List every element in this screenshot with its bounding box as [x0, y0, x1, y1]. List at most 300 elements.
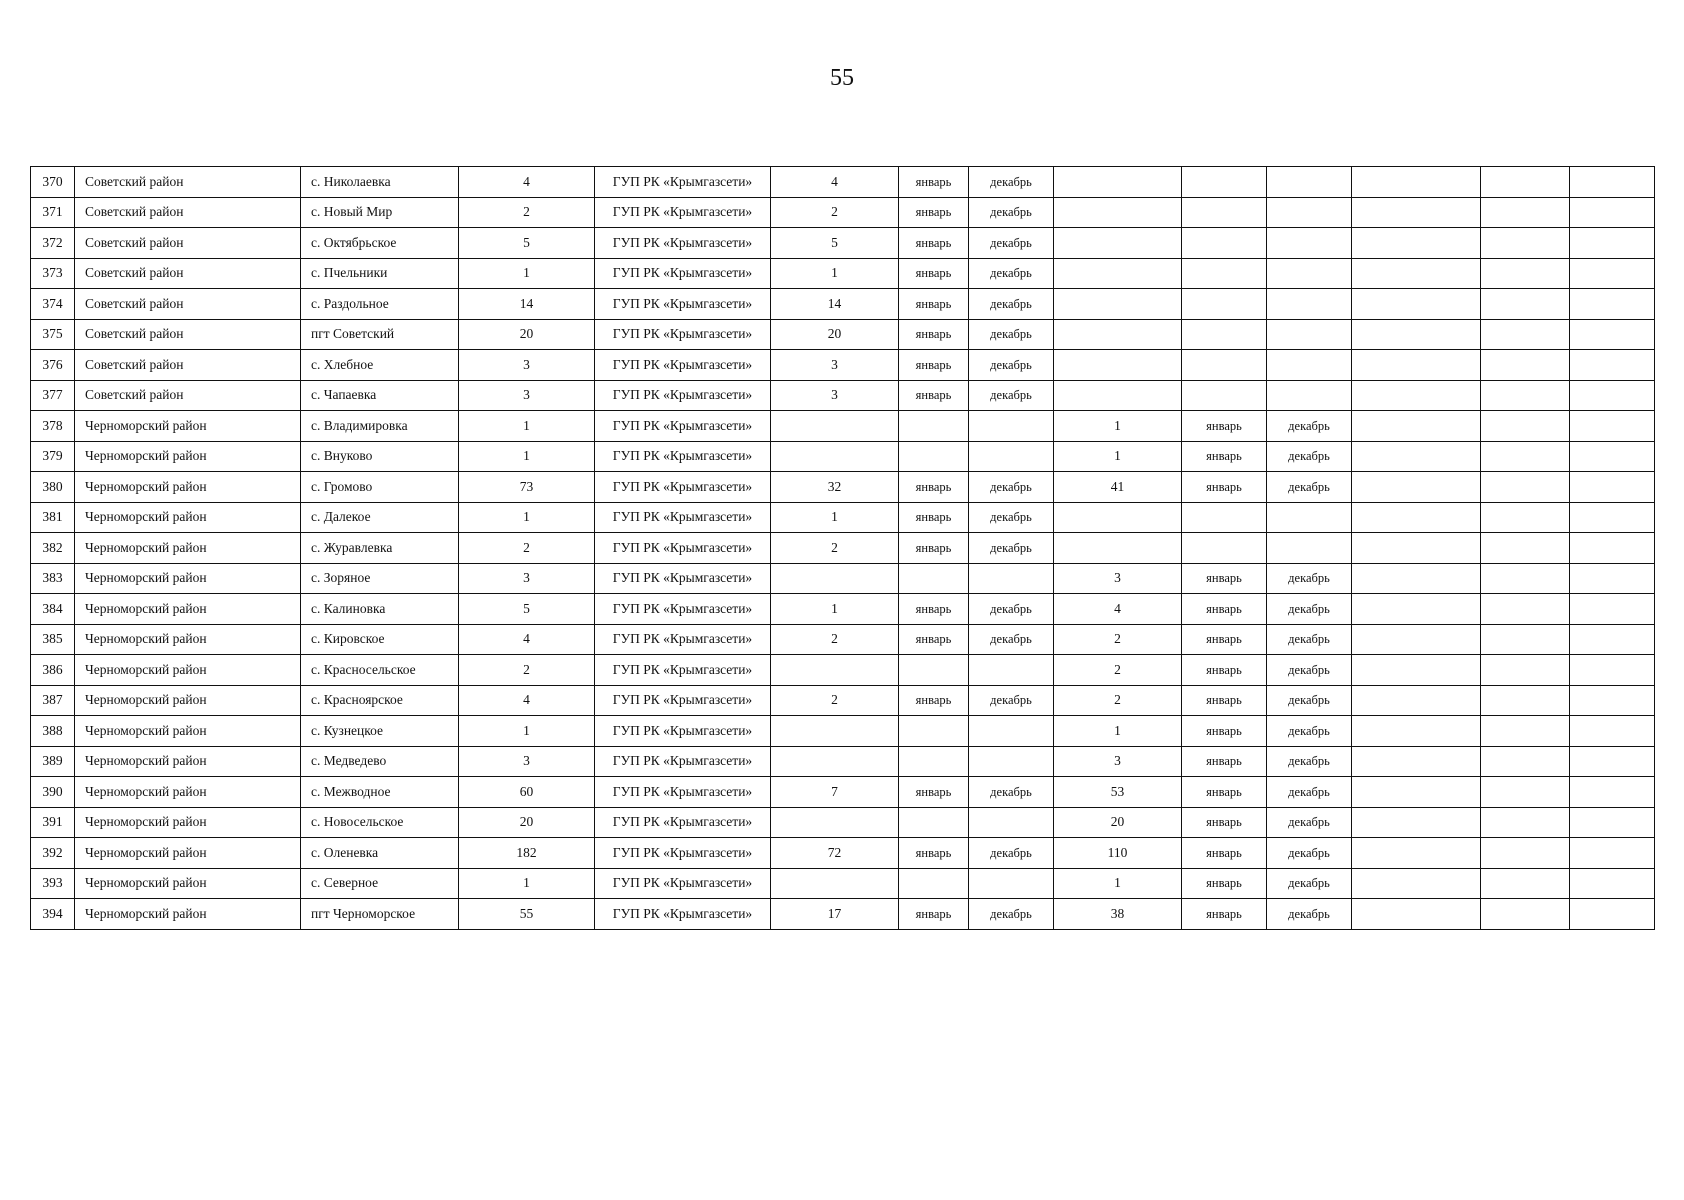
stage2-end-month-cell: [1267, 289, 1352, 320]
stage2-start-month-cell: [1182, 380, 1267, 411]
empty-cell: [1481, 807, 1570, 838]
empty-cell: [1481, 167, 1570, 198]
total-count-cell: 20: [459, 319, 595, 350]
stage1-quantity-cell: 1: [771, 258, 899, 289]
stage2-start-month-cell: январь: [1182, 472, 1267, 503]
district-cell: Черноморский район: [75, 624, 301, 655]
stage1-start-month-cell: [899, 563, 969, 594]
total-count-cell: 4: [459, 167, 595, 198]
stage2-start-month-cell: [1182, 350, 1267, 381]
district-cell: Советский район: [75, 319, 301, 350]
empty-cell: [1481, 472, 1570, 503]
stage2-start-month-cell: январь: [1182, 411, 1267, 442]
row-number-cell: 391: [31, 807, 75, 838]
table-row: [31, 533, 1655, 564]
stage2-start-month-cell: январь: [1182, 777, 1267, 808]
stage1-quantity-cell: [771, 746, 899, 777]
stage2-quantity-cell: [1054, 502, 1182, 533]
total-count-cell: 4: [459, 685, 595, 716]
stage1-quantity-cell: 20: [771, 319, 899, 350]
stage2-start-month-cell: январь: [1182, 594, 1267, 625]
empty-cell: [1352, 289, 1481, 320]
stage1-quantity-cell: 3: [771, 350, 899, 381]
stage1-quantity-cell: [771, 563, 899, 594]
stage1-quantity-cell: 72: [771, 838, 899, 869]
stage1-start-month-cell: январь: [899, 685, 969, 716]
stage2-start-month-cell: [1182, 258, 1267, 289]
empty-cell: [1352, 746, 1481, 777]
stage1-start-month-cell: январь: [899, 899, 969, 930]
district-cell: Черноморский район: [75, 563, 301, 594]
table-row: [31, 258, 1655, 289]
empty-cell: [1352, 258, 1481, 289]
total-count-cell: 73: [459, 472, 595, 503]
stage1-end-month-cell: [969, 655, 1054, 686]
empty-cell: [1570, 838, 1655, 869]
empty-cell: [1570, 868, 1655, 899]
stage1-end-month-cell: декабрь: [969, 350, 1054, 381]
stage1-quantity-cell: 2: [771, 197, 899, 228]
district-cell: Черноморский район: [75, 777, 301, 808]
empty-cell: [1481, 838, 1570, 869]
organization-cell: ГУП РК «Крымгазсети»: [595, 716, 771, 747]
stage1-quantity-cell: [771, 868, 899, 899]
stage1-start-month-cell: январь: [899, 197, 969, 228]
empty-cell: [1570, 350, 1655, 381]
row-number-cell: 371: [31, 197, 75, 228]
stage2-quantity-cell: [1054, 380, 1182, 411]
stage2-quantity-cell: 110: [1054, 838, 1182, 869]
row-number-cell: 374: [31, 289, 75, 320]
empty-cell: [1481, 258, 1570, 289]
empty-cell: [1570, 228, 1655, 259]
empty-cell: [1481, 685, 1570, 716]
stage1-end-month-cell: декабрь: [969, 533, 1054, 564]
total-count-cell: 4: [459, 624, 595, 655]
district-cell: Черноморский район: [75, 807, 301, 838]
stage1-end-month-cell: декабрь: [969, 502, 1054, 533]
stage2-quantity-cell: [1054, 289, 1182, 320]
stage1-end-month-cell: [969, 563, 1054, 594]
stage2-quantity-cell: 3: [1054, 563, 1182, 594]
organization-cell: ГУП РК «Крымгазсети»: [595, 899, 771, 930]
stage1-quantity-cell: 32: [771, 472, 899, 503]
stage2-quantity-cell: 38: [1054, 899, 1182, 930]
empty-cell: [1481, 594, 1570, 625]
stage1-end-month-cell: декабрь: [969, 472, 1054, 503]
stage1-start-month-cell: январь: [899, 319, 969, 350]
stage1-end-month-cell: [969, 868, 1054, 899]
table-row: [31, 838, 1655, 869]
stage1-quantity-cell: 4: [771, 167, 899, 198]
stage2-start-month-cell: [1182, 319, 1267, 350]
stage2-end-month-cell: декабрь: [1267, 838, 1352, 869]
stage2-end-month-cell: декабрь: [1267, 594, 1352, 625]
table-row: [31, 563, 1655, 594]
stage2-quantity-cell: 20: [1054, 807, 1182, 838]
stage2-start-month-cell: январь: [1182, 441, 1267, 472]
stage2-quantity-cell: 1: [1054, 716, 1182, 747]
total-count-cell: 5: [459, 228, 595, 259]
stage2-quantity-cell: 2: [1054, 655, 1182, 686]
empty-cell: [1352, 167, 1481, 198]
page-number: 55: [830, 65, 854, 91]
stage1-quantity-cell: 2: [771, 533, 899, 564]
stage2-end-month-cell: [1267, 319, 1352, 350]
table-row: [31, 655, 1655, 686]
empty-cell: [1352, 472, 1481, 503]
row-number-cell: 385: [31, 624, 75, 655]
table-row: [31, 350, 1655, 381]
stage2-end-month-cell: [1267, 167, 1352, 198]
stage2-end-month-cell: декабрь: [1267, 746, 1352, 777]
stage1-quantity-cell: 7: [771, 777, 899, 808]
stage2-end-month-cell: декабрь: [1267, 472, 1352, 503]
district-cell: Черноморский район: [75, 594, 301, 625]
total-count-cell: 20: [459, 807, 595, 838]
total-count-cell: 55: [459, 899, 595, 930]
stage1-start-month-cell: январь: [899, 350, 969, 381]
stage2-start-month-cell: [1182, 167, 1267, 198]
row-number-cell: 381: [31, 502, 75, 533]
empty-cell: [1570, 441, 1655, 472]
empty-cell: [1481, 380, 1570, 411]
empty-cell: [1481, 777, 1570, 808]
stage2-quantity-cell: [1054, 228, 1182, 259]
stage2-end-month-cell: [1267, 502, 1352, 533]
stage2-start-month-cell: [1182, 197, 1267, 228]
empty-cell: [1481, 899, 1570, 930]
district-cell: Черноморский район: [75, 502, 301, 533]
table-row: [31, 685, 1655, 716]
empty-cell: [1352, 838, 1481, 869]
stage1-start-month-cell: [899, 441, 969, 472]
total-count-cell: 14: [459, 289, 595, 320]
empty-cell: [1352, 228, 1481, 259]
stage2-quantity-cell: [1054, 258, 1182, 289]
table-row: [31, 746, 1655, 777]
stage2-start-month-cell: январь: [1182, 899, 1267, 930]
stage1-start-month-cell: январь: [899, 289, 969, 320]
total-count-cell: 1: [459, 411, 595, 442]
settlement-cell: с. Октябрьское: [301, 228, 459, 259]
row-number-cell: 383: [31, 563, 75, 594]
settlement-cell: с. Калиновка: [301, 594, 459, 625]
stage1-start-month-cell: [899, 655, 969, 686]
empty-cell: [1570, 563, 1655, 594]
table-row: [31, 777, 1655, 808]
stage1-quantity-cell: [771, 411, 899, 442]
organization-cell: ГУП РК «Крымгазсети»: [595, 685, 771, 716]
stage2-end-month-cell: декабрь: [1267, 441, 1352, 472]
empty-cell: [1570, 716, 1655, 747]
empty-cell: [1481, 411, 1570, 442]
stage1-quantity-cell: 1: [771, 594, 899, 625]
empty-cell: [1481, 716, 1570, 747]
stage2-quantity-cell: 1: [1054, 868, 1182, 899]
organization-cell: ГУП РК «Крымгазсети»: [595, 411, 771, 442]
empty-cell: [1570, 746, 1655, 777]
organization-cell: ГУП РК «Крымгазсети»: [595, 777, 771, 808]
stage1-start-month-cell: январь: [899, 533, 969, 564]
district-cell: Черноморский район: [75, 746, 301, 777]
settlement-cell: с. Журавлевка: [301, 533, 459, 564]
organization-cell: ГУП РК «Крымгазсети»: [595, 258, 771, 289]
empty-cell: [1570, 533, 1655, 564]
empty-cell: [1570, 685, 1655, 716]
stage2-end-month-cell: декабрь: [1267, 624, 1352, 655]
stage2-end-month-cell: [1267, 380, 1352, 411]
row-number-cell: 388: [31, 716, 75, 747]
empty-cell: [1352, 868, 1481, 899]
empty-cell: [1352, 685, 1481, 716]
stage2-quantity-cell: [1054, 533, 1182, 564]
organization-cell: ГУП РК «Крымгазсети»: [595, 533, 771, 564]
settlement-cell: с. Медведево: [301, 746, 459, 777]
total-count-cell: 1: [459, 441, 595, 472]
row-number-cell: 382: [31, 533, 75, 564]
stage1-end-month-cell: декабрь: [969, 167, 1054, 198]
empty-cell: [1570, 502, 1655, 533]
row-number-cell: 384: [31, 594, 75, 625]
empty-cell: [1352, 441, 1481, 472]
district-cell: Советский район: [75, 167, 301, 198]
table-row: [31, 380, 1655, 411]
district-cell: Советский район: [75, 380, 301, 411]
empty-cell: [1352, 624, 1481, 655]
stage1-start-month-cell: январь: [899, 380, 969, 411]
table-row: [31, 441, 1655, 472]
table-row: [31, 807, 1655, 838]
empty-cell: [1570, 655, 1655, 686]
stage1-quantity-cell: 17: [771, 899, 899, 930]
stage1-end-month-cell: декабрь: [969, 777, 1054, 808]
data-table: [30, 166, 1655, 930]
stage1-end-month-cell: декабрь: [969, 289, 1054, 320]
table-row: [31, 472, 1655, 503]
stage1-quantity-cell: 2: [771, 624, 899, 655]
row-number-cell: 378: [31, 411, 75, 442]
settlement-cell: с. Новый Мир: [301, 197, 459, 228]
stage2-start-month-cell: [1182, 533, 1267, 564]
stage2-start-month-cell: январь: [1182, 746, 1267, 777]
settlement-cell: с. Красносельское: [301, 655, 459, 686]
stage2-start-month-cell: [1182, 289, 1267, 320]
stage2-end-month-cell: декабрь: [1267, 411, 1352, 442]
organization-cell: ГУП РК «Крымгазсети»: [595, 868, 771, 899]
stage1-start-month-cell: [899, 716, 969, 747]
stage1-start-month-cell: январь: [899, 838, 969, 869]
total-count-cell: 3: [459, 746, 595, 777]
stage2-quantity-cell: [1054, 167, 1182, 198]
stage1-end-month-cell: декабрь: [969, 258, 1054, 289]
total-count-cell: 3: [459, 563, 595, 594]
empty-cell: [1570, 777, 1655, 808]
district-cell: Черноморский район: [75, 685, 301, 716]
stage2-end-month-cell: [1267, 258, 1352, 289]
stage2-end-month-cell: декабрь: [1267, 899, 1352, 930]
empty-cell: [1352, 594, 1481, 625]
organization-cell: ГУП РК «Крымгазсети»: [595, 594, 771, 625]
settlement-cell: с. Николаевка: [301, 167, 459, 198]
district-cell: Советский район: [75, 258, 301, 289]
settlement-cell: с. Оленевка: [301, 838, 459, 869]
stage1-end-month-cell: декабрь: [969, 594, 1054, 625]
organization-cell: ГУП РК «Крымгазсети»: [595, 807, 771, 838]
district-cell: Черноморский район: [75, 899, 301, 930]
stage1-end-month-cell: декабрь: [969, 899, 1054, 930]
district-cell: Черноморский район: [75, 533, 301, 564]
table-row: [31, 868, 1655, 899]
settlement-cell: с. Хлебное: [301, 350, 459, 381]
stage1-start-month-cell: январь: [899, 258, 969, 289]
empty-cell: [1570, 624, 1655, 655]
empty-cell: [1352, 502, 1481, 533]
row-number-cell: 393: [31, 868, 75, 899]
stage2-end-month-cell: декабрь: [1267, 563, 1352, 594]
stage2-quantity-cell: 4: [1054, 594, 1182, 625]
stage2-quantity-cell: 1: [1054, 411, 1182, 442]
empty-cell: [1570, 594, 1655, 625]
stage2-start-month-cell: январь: [1182, 716, 1267, 747]
empty-cell: [1481, 533, 1570, 564]
total-count-cell: 2: [459, 533, 595, 564]
stage1-quantity-cell: 5: [771, 228, 899, 259]
total-count-cell: 1: [459, 502, 595, 533]
total-count-cell: 1: [459, 868, 595, 899]
row-number-cell: 373: [31, 258, 75, 289]
stage1-end-month-cell: [969, 746, 1054, 777]
empty-cell: [1352, 350, 1481, 381]
stage2-end-month-cell: декабрь: [1267, 685, 1352, 716]
empty-cell: [1570, 258, 1655, 289]
organization-cell: ГУП РК «Крымгазсети»: [595, 350, 771, 381]
organization-cell: ГУП РК «Крымгазсети»: [595, 441, 771, 472]
table-row: [31, 624, 1655, 655]
stage1-quantity-cell: 2: [771, 685, 899, 716]
stage2-end-month-cell: декабрь: [1267, 807, 1352, 838]
stage2-end-month-cell: [1267, 228, 1352, 259]
organization-cell: ГУП РК «Крымгазсети»: [595, 655, 771, 686]
empty-cell: [1352, 319, 1481, 350]
empty-cell: [1570, 472, 1655, 503]
empty-cell: [1570, 411, 1655, 442]
district-cell: Советский район: [75, 350, 301, 381]
settlement-cell: с. Раздольное: [301, 289, 459, 320]
stage2-quantity-cell: [1054, 197, 1182, 228]
table-row: [31, 228, 1655, 259]
row-number-cell: 379: [31, 441, 75, 472]
district-cell: Черноморский район: [75, 411, 301, 442]
empty-cell: [1570, 807, 1655, 838]
stage2-end-month-cell: [1267, 350, 1352, 381]
total-count-cell: 182: [459, 838, 595, 869]
row-number-cell: 390: [31, 777, 75, 808]
empty-cell: [1481, 746, 1570, 777]
stage1-end-month-cell: декабрь: [969, 624, 1054, 655]
stage1-end-month-cell: декабрь: [969, 197, 1054, 228]
total-count-cell: 5: [459, 594, 595, 625]
settlement-cell: с. Кировское: [301, 624, 459, 655]
settlement-cell: с. Чапаевка: [301, 380, 459, 411]
stage1-end-month-cell: [969, 441, 1054, 472]
district-cell: Черноморский район: [75, 655, 301, 686]
organization-cell: ГУП РК «Крымгазсети»: [595, 319, 771, 350]
settlement-cell: с. Новосельское: [301, 807, 459, 838]
total-count-cell: 2: [459, 655, 595, 686]
empty-cell: [1481, 319, 1570, 350]
table-row: [31, 594, 1655, 625]
empty-cell: [1570, 289, 1655, 320]
stage2-quantity-cell: 1: [1054, 441, 1182, 472]
empty-cell: [1481, 350, 1570, 381]
empty-cell: [1352, 197, 1481, 228]
stage2-end-month-cell: [1267, 533, 1352, 564]
stage1-start-month-cell: январь: [899, 228, 969, 259]
stage1-start-month-cell: [899, 807, 969, 838]
stage1-end-month-cell: [969, 411, 1054, 442]
organization-cell: ГУП РК «Крымгазсети»: [595, 502, 771, 533]
row-number-cell: 372: [31, 228, 75, 259]
empty-cell: [1570, 380, 1655, 411]
table-row: [31, 289, 1655, 320]
total-count-cell: 3: [459, 380, 595, 411]
row-number-cell: 375: [31, 319, 75, 350]
organization-cell: ГУП РК «Крымгазсети»: [595, 563, 771, 594]
stage1-start-month-cell: январь: [899, 472, 969, 503]
empty-cell: [1352, 380, 1481, 411]
table-row: [31, 319, 1655, 350]
empty-cell: [1481, 868, 1570, 899]
total-count-cell: 1: [459, 258, 595, 289]
empty-cell: [1352, 777, 1481, 808]
stage2-end-month-cell: декабрь: [1267, 777, 1352, 808]
stage2-start-month-cell: январь: [1182, 807, 1267, 838]
district-cell: Черноморский район: [75, 441, 301, 472]
stage2-quantity-cell: [1054, 319, 1182, 350]
empty-cell: [1481, 228, 1570, 259]
table-row: [31, 502, 1655, 533]
stage1-quantity-cell: 1: [771, 502, 899, 533]
stage2-start-month-cell: январь: [1182, 563, 1267, 594]
organization-cell: ГУП РК «Крымгазсети»: [595, 380, 771, 411]
stage1-quantity-cell: [771, 655, 899, 686]
stage2-end-month-cell: декабрь: [1267, 868, 1352, 899]
stage1-quantity-cell: [771, 716, 899, 747]
empty-cell: [1481, 624, 1570, 655]
organization-cell: ГУП РК «Крымгазсети»: [595, 472, 771, 503]
table-row: [31, 411, 1655, 442]
stage2-quantity-cell: 2: [1054, 624, 1182, 655]
total-count-cell: 2: [459, 197, 595, 228]
settlement-cell: пгт Черноморское: [301, 899, 459, 930]
total-count-cell: 1: [459, 716, 595, 747]
stage1-start-month-cell: январь: [899, 777, 969, 808]
total-count-cell: 60: [459, 777, 595, 808]
settlement-cell: с. Северное: [301, 868, 459, 899]
empty-cell: [1481, 441, 1570, 472]
stage1-start-month-cell: январь: [899, 502, 969, 533]
empty-cell: [1481, 289, 1570, 320]
settlement-cell: пгт Советский: [301, 319, 459, 350]
district-cell: Черноморский район: [75, 868, 301, 899]
district-cell: Советский район: [75, 228, 301, 259]
table-row: [31, 899, 1655, 930]
stage2-start-month-cell: январь: [1182, 655, 1267, 686]
settlement-cell: с. Красноярское: [301, 685, 459, 716]
row-number-cell: 392: [31, 838, 75, 869]
stage1-start-month-cell: январь: [899, 624, 969, 655]
